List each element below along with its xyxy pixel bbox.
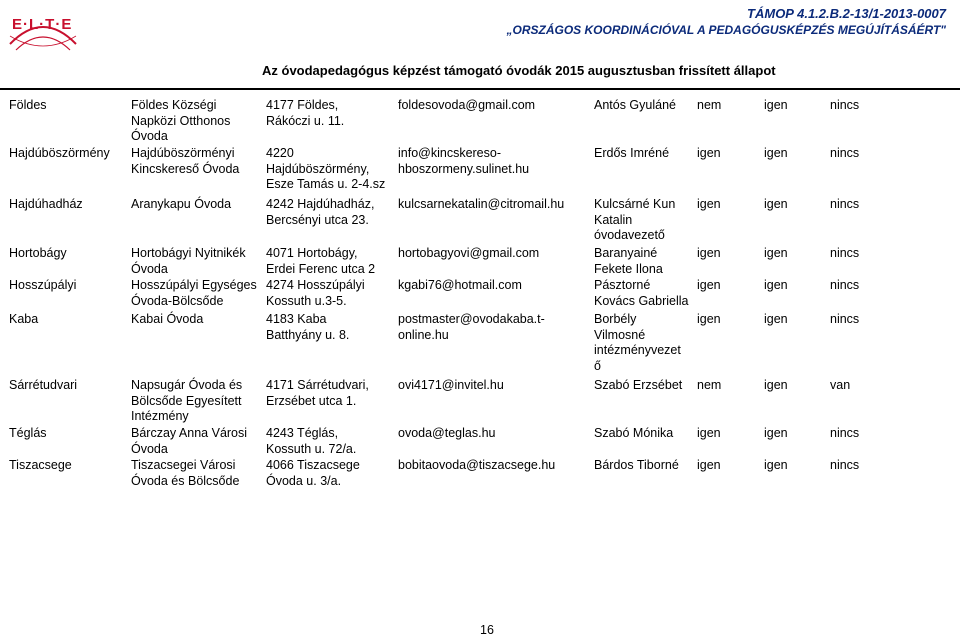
town-cell [9,378,77,394]
cell-line: Baranyainé [594,246,658,260]
cell-line: bobitaovoda@tiszacsege.hu [398,458,556,472]
cell-line: Kossuth u.3-5. [266,293,347,308]
flag-c-cell: nincs [830,197,860,211]
cell-line: Aranykapu Óvoda [131,197,232,211]
flag-c-cell: nincs [830,426,860,440]
flag-b-cell: igen [764,197,788,211]
cell-line: postmaster@ovodakaba.t- [398,312,545,326]
address-cell [266,197,374,228]
cell-line: Téglás [9,426,47,440]
project-slogan: „ORSZÁGOS KOORDINÁCIÓVAL A PEDAGÓGUSKÉPZÉS MEGÚJÍTÁSÁÉRT" [506,23,946,37]
flag-b-cell: igen [764,278,788,292]
cell-line: 4183 Kaba [266,312,327,326]
cell-line: ovoda@teglas.hu [398,426,496,440]
head-cell [594,426,673,442]
flag-a-cell: nem [697,98,722,112]
cell-line: Pásztorné [594,278,651,292]
name-cell [131,278,257,309]
town-cell [9,246,67,262]
cell-line: Bercsényi utca 23. [266,212,369,227]
cell-line: Földes Községi [131,98,217,112]
cell-line: 4071 Hortobágy, [266,246,358,260]
flag-a-cell: igen [697,246,721,260]
cell-line: ovi4171@invitel.hu [398,378,504,392]
flag-b-cell: igen [764,98,788,112]
flag-c-cell: nincs [830,458,860,472]
town-cell [9,197,83,213]
email-cell [398,426,495,442]
flag-b-cell: igen [764,246,788,260]
cell-line: 4177 Földes, [266,98,339,112]
cell-line: foldesovoda@gmail.com [398,98,536,112]
cell-line: Földes [9,98,47,112]
head-cell [594,197,675,244]
cell-line: 4066 Tiszacsege [266,458,360,472]
name-cell [131,197,231,213]
cell-line: Intézmény [131,409,189,423]
project-code: TÁMOP 4.1.2.B.2-13/1-2013-0007 [747,6,946,21]
cell-line: Kulcsárné Kun [594,197,676,211]
name-cell [131,312,203,328]
town-cell [9,458,72,474]
email-cell [398,246,539,262]
town-cell [9,98,47,114]
email-cell [398,458,555,474]
cell-line: kulcsarnekatalin@citromail.hu [398,197,565,211]
head-cell [594,312,681,374]
cell-line: Óvoda u. 3/a. [266,473,342,488]
project-banner [506,6,946,38]
page-title: Az óvodapedagógus képzést támogató óvodák 2015 augusztusban frissített állapot [262,63,776,78]
flag-a-cell: igen [697,458,721,472]
page-number: 16 [480,623,494,637]
cell-line: Kabai Óvoda [131,312,204,326]
email-cell [398,197,564,213]
email-cell [398,312,545,343]
name-cell [131,378,242,425]
flag-b-cell: igen [764,312,788,326]
flag-c-cell: nincs [830,278,860,292]
town-cell [9,146,110,162]
cell-line: Óvoda-Bölcsőde [131,293,224,308]
cell-line: 4242 Hajdúhadház, [266,197,375,211]
cell-line: Bárdos Tiborné [594,458,679,472]
cell-line: Óvoda [131,261,168,276]
flag-a-cell: nem [697,378,722,392]
cell-line: óvodavezető [594,228,665,242]
flag-b-cell: igen [764,378,788,392]
cell-line: hortobagyovi@gmail.com [398,246,540,260]
town-cell [9,426,47,442]
cell-line: Esze Tamás u. 2-4.sz [266,177,386,191]
town-cell [9,278,76,294]
cell-line: Napsugár Óvoda és [131,378,243,392]
email-cell [398,278,522,294]
flag-b-cell: igen [764,426,788,440]
cell-line: Borbély [594,312,637,326]
cell-line: Hajdúböszörmény, [266,161,370,176]
cell-line: Erdei Ferenc utca 2 [266,261,376,276]
cell-line: Katalin [594,212,633,227]
cell-line: 4220 [266,146,294,160]
cell-line: Fekete Ilona [594,261,663,276]
email-cell [398,98,535,114]
name-cell [131,146,239,177]
address-cell [266,278,365,309]
flag-a-cell: igen [697,312,721,326]
cell-line: Hortobágy [9,246,67,260]
cell-line: Óvoda [131,129,168,143]
cell-line: Szabó Mónika [594,426,674,440]
flag-a-cell: igen [697,426,721,440]
cell-line: Rákóczi u. 11. [266,113,345,128]
head-cell [594,246,663,277]
address-cell [266,246,375,277]
cell-line: Napközi Otthonos [131,113,231,128]
cell-line: Bölcsőde Egyesített [131,393,242,408]
cell-line: Bárczay Anna Városi [131,426,248,440]
name-cell [131,246,246,277]
head-cell [594,98,676,114]
cell-line: Tiszacsege [9,458,72,472]
flag-a-cell: igen [697,278,721,292]
flag-b-cell: igen [764,458,788,472]
cell-line: Tiszacsegei Városi [131,458,236,472]
cell-line: kgabi76@hotmail.com [398,278,522,292]
town-cell [9,312,38,328]
cell-line: intézményvezet [594,343,681,357]
address-cell [266,378,369,409]
flag-c-cell: nincs [830,246,860,260]
cell-line: Kaba [9,312,39,326]
head-cell [594,146,669,162]
head-cell [594,458,679,474]
cell-line: Kincskereső Óvoda [131,161,240,176]
address-cell [266,426,356,457]
cell-line: 4171 Sárrétudvari, [266,378,369,392]
flag-c-cell: nincs [830,146,860,160]
flag-c-cell: van [830,378,851,392]
address-cell [266,146,385,193]
cell-line: Vilmosné [594,327,646,342]
cell-line: Antós Gyuláné [594,98,676,112]
cell-line: Erzsébet utca 1. [266,393,357,408]
header-divider [0,88,960,90]
flag-a-cell: igen [697,197,721,211]
cell-line: Szabó Erzsébet [594,378,683,392]
cell-line: 4274 Hosszúpályi [266,278,365,292]
cell-line: Hosszúpályi Egységes [131,278,257,292]
cell-line: Hortobágyi Nyitnikék [131,246,246,260]
cell-line: info@kincskereso- [398,146,502,160]
email-cell [398,378,504,394]
address-cell [266,312,349,343]
cell-line: Óvoda és Bölcsőde [131,473,240,488]
cell-line: Hosszúpályi [9,278,77,292]
address-cell [266,458,360,489]
flag-c-cell: nincs [830,312,860,326]
logo-text: E·L·T·E [12,16,73,33]
address-cell [266,98,344,129]
email-cell [398,146,529,177]
cell-line: Hajdúhadház [9,197,83,211]
name-cell [131,458,239,489]
name-cell [131,426,247,457]
cell-line: Batthyány u. 8. [266,327,350,342]
cell-line: Óvoda [131,441,168,456]
cell-line: Erdős Imréné [594,146,670,160]
cell-line: Sárrétudvari [9,378,78,392]
cell-line: 4243 Téglás, [266,426,339,440]
cell-line: Kossuth u. 72/a. [266,441,357,456]
flag-a-cell: igen [697,146,721,160]
cell-line: online.hu [398,327,449,342]
head-cell [594,378,682,394]
name-cell [131,98,230,145]
cell-line: Hajdúböszörmény [9,146,110,160]
flag-b-cell: igen [764,146,788,160]
flag-c-cell: nincs [830,98,860,112]
head-cell [594,278,689,309]
cell-line: ő [594,358,601,373]
cell-line: Hajdúböszörményi [131,146,235,160]
cell-line: hboszormeny.sulinet.hu [398,161,530,176]
cell-line: Kovács Gabriella [594,293,689,308]
